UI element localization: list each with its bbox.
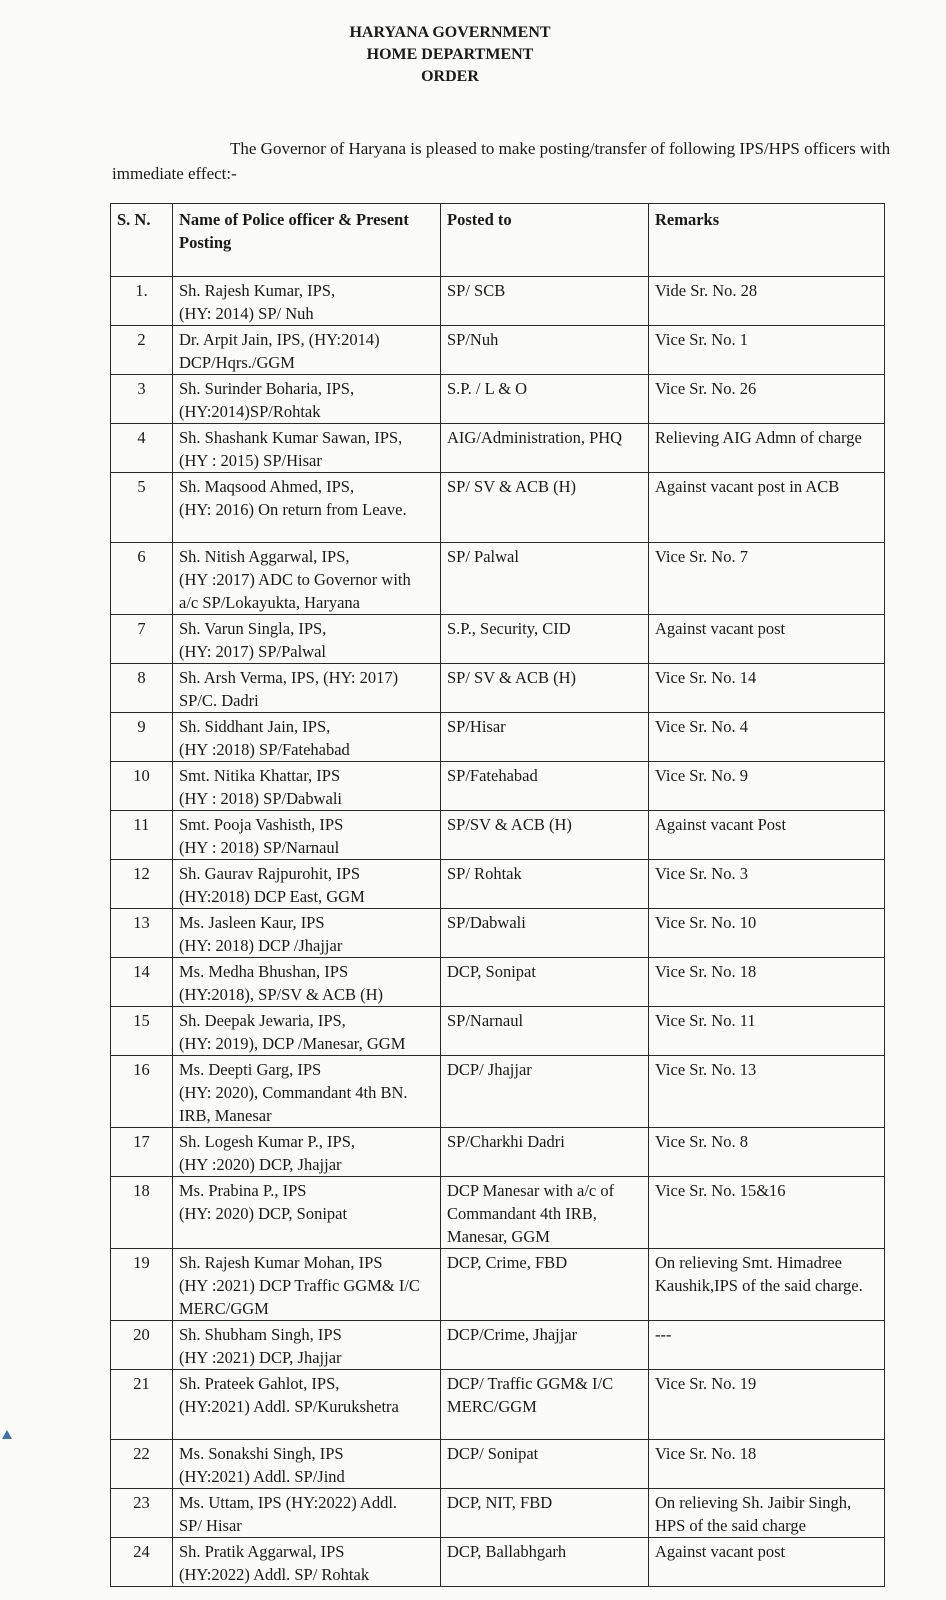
cell-sn: 17: [111, 1128, 173, 1177]
cell-sn: 19: [111, 1249, 173, 1321]
cell-remarks: ---: [649, 1321, 885, 1370]
cell-posted-to: SP/Nuh: [441, 326, 649, 375]
cell-remarks: Vice Sr. No. 15&16: [649, 1177, 885, 1249]
table-row: [111, 1128, 885, 1177]
cell-officer: Sh. Maqsood Ahmed, IPS, (HY: 2016) On return from Leave.: [173, 473, 441, 543]
table-row: [111, 473, 885, 543]
col-header-remarks: Remarks: [649, 204, 885, 277]
cell-officer: Ms. Deepti Garg, IPS (HY: 2020), Commandant 4th BN. IRB, Manesar: [173, 1056, 441, 1128]
cell-remarks: On relieving Sh. Jaibir Singh, HPS of the said charge: [649, 1489, 885, 1538]
cell-posted-to: SP/Hisar: [441, 713, 649, 762]
cell-posted-to: SP/SV & ACB (H): [441, 811, 649, 860]
cell-officer: Ms. Uttam, IPS (HY:2022) Addl. SP/ Hisar: [173, 1489, 441, 1538]
cell-sn: 5: [111, 473, 173, 543]
header-government: HARYANA GOVERNMENT: [349, 24, 551, 41]
cell-posted-to: DCP/Crime, Jhajjar: [441, 1321, 649, 1370]
cell-sn: 4: [111, 424, 173, 473]
cell-sn: 24: [111, 1538, 173, 1587]
cell-officer: Sh. Prateek Gahlot, IPS, (HY:2021) Addl. SP/Kurukshetra: [173, 1370, 441, 1440]
table-row: [111, 543, 885, 615]
cell-posted-to: SP/ SV & ACB (H): [441, 664, 649, 713]
cell-officer: Sh. Shubham Singh, IPS (HY :2021) DCP, Jhajjar: [173, 1321, 441, 1370]
cell-sn: 22: [111, 1440, 173, 1489]
cell-posted-to: DCP, Sonipat: [441, 958, 649, 1007]
cell-officer: Sh. Varun Singla, IPS, (HY: 2017) SP/Palwal: [173, 615, 441, 664]
cell-remarks: Vice Sr. No. 26: [649, 375, 885, 424]
cell-sn: 21: [111, 1370, 173, 1440]
cell-sn: 13: [111, 909, 173, 958]
cell-posted-to: SP/ SV & ACB (H): [441, 473, 649, 543]
cell-officer: Sh. Gaurav Rajpurohit, IPS (HY:2018) DCP East, GGM: [173, 860, 441, 909]
cell-remarks: Vice Sr. No. 4: [649, 713, 885, 762]
cell-officer: Smt. Nitika Khattar, IPS (HY : 2018) SP/Dabwali: [173, 762, 441, 811]
cell-sn: 14: [111, 958, 173, 1007]
cell-posted-to: SP/Charkhi Dadri: [441, 1128, 649, 1177]
table-row: [111, 1440, 885, 1489]
table-row: [111, 860, 885, 909]
table-row: [111, 424, 885, 473]
cell-posted-to: DCP/ Traffic GGM& I/C MERC/GGM: [441, 1370, 649, 1440]
table-row: [111, 1538, 885, 1587]
cell-officer: Sh. Surinder Boharia, IPS, (HY:2014)SP/Rohtak: [173, 375, 441, 424]
col-header-posted-to: Posted to: [441, 204, 649, 277]
cell-remarks: Vice Sr. No. 11: [649, 1007, 885, 1056]
table-row: [111, 615, 885, 664]
cell-sn: 1.: [111, 277, 173, 326]
cell-posted-to: AIG/Administration, PHQ: [441, 424, 649, 473]
intro-paragraph: [112, 136, 902, 186]
cell-posted-to: DCP, NIT, FBD: [441, 1489, 649, 1538]
cell-posted-to: S.P., Security, CID: [441, 615, 649, 664]
table-row: [111, 811, 885, 860]
cell-sn: 3: [111, 375, 173, 424]
cell-posted-to: DCP, Ballabhgarh: [441, 1538, 649, 1587]
cell-remarks: Vice Sr. No. 19: [649, 1370, 885, 1440]
cell-sn: 12: [111, 860, 173, 909]
cell-remarks: Vice Sr. No. 1: [649, 326, 885, 375]
header-order: ORDER: [421, 68, 479, 85]
scan-mark-icon: [2, 1430, 12, 1439]
intro-text: The Governor of Haryana is pleased to make posting/transfer of following IPS/HPS officers with immediate effect:-: [112, 139, 891, 183]
cell-officer: Smt. Pooja Vashisth, IPS (HY : 2018) SP/Narnaul: [173, 811, 441, 860]
table-row: [111, 1489, 885, 1538]
cell-sn: 11: [111, 811, 173, 860]
cell-posted-to: DCP, Crime, FBD: [441, 1249, 649, 1321]
table-row: [111, 1177, 885, 1249]
table-row: [111, 326, 885, 375]
col-header-sn: S. N.: [111, 204, 173, 277]
cell-remarks: On relieving Smt. Himadree Kaushik,IPS of the said charge.: [649, 1249, 885, 1321]
cell-officer: Ms. Medha Bhushan, IPS (HY:2018), SP/SV & ACB (H): [173, 958, 441, 1007]
cell-posted-to: SP/ Rohtak: [441, 860, 649, 909]
cell-officer: Sh. Deepak Jewaria, IPS, (HY: 2019), DCP /Manesar, GGM: [173, 1007, 441, 1056]
cell-posted-to: DCP Manesar with a/c of Commandant 4th IRB, Manesar, GGM: [441, 1177, 649, 1249]
col-header-officer: Name of Police officer & Present Posting: [173, 204, 441, 277]
table-row: [111, 909, 885, 958]
cell-officer: Ms. Prabina P., IPS (HY: 2020) DCP, Sonipat: [173, 1177, 441, 1249]
table-row: [111, 713, 885, 762]
cell-remarks: Against vacant post: [649, 615, 885, 664]
table-row: [111, 277, 885, 326]
cell-sn: 2: [111, 326, 173, 375]
cell-remarks: Relieving AIG Admn of charge: [649, 424, 885, 473]
cell-officer: Sh. Rajesh Kumar, IPS, (HY: 2014) SP/ Nuh: [173, 277, 441, 326]
cell-remarks: Vice Sr. No. 18: [649, 958, 885, 1007]
table-row: [111, 664, 885, 713]
cell-officer: Sh. Shashank Kumar Sawan, IPS, (HY : 2015) SP/Hisar: [173, 424, 441, 473]
posting-table: [110, 203, 885, 1587]
table-header-row: [111, 204, 885, 277]
cell-posted-to: SP/Narnaul: [441, 1007, 649, 1056]
cell-remarks: Vice Sr. No. 7: [649, 543, 885, 615]
cell-remarks: Against vacant Post: [649, 811, 885, 860]
table-row: [111, 1249, 885, 1321]
cell-officer: Sh. Rajesh Kumar Mohan, IPS (HY :2021) DCP Traffic GGM& I/C MERC/GGM: [173, 1249, 441, 1321]
cell-sn: 16: [111, 1056, 173, 1128]
cell-officer: Ms. Sonakshi Singh, IPS (HY:2021) Addl. SP/Jind: [173, 1440, 441, 1489]
cell-remarks: Vice Sr. No. 13: [649, 1056, 885, 1128]
table-row: [111, 1370, 885, 1440]
cell-sn: 15: [111, 1007, 173, 1056]
cell-remarks: Vice Sr. No. 10: [649, 909, 885, 958]
cell-officer: Sh. Siddhant Jain, IPS, (HY :2018) SP/Fatehabad: [173, 713, 441, 762]
cell-posted-to: SP/Fatehabad: [441, 762, 649, 811]
table-row: [111, 375, 885, 424]
cell-officer: Sh. Logesh Kumar P., IPS, (HY :2020) DCP, Jhajjar: [173, 1128, 441, 1177]
cell-remarks: Against vacant post: [649, 1538, 885, 1587]
cell-sn: 10: [111, 762, 173, 811]
cell-posted-to: DCP/ Sonipat: [441, 1440, 649, 1489]
table-row: [111, 958, 885, 1007]
cell-sn: 9: [111, 713, 173, 762]
cell-posted-to: SP/ Palwal: [441, 543, 649, 615]
table-row: [111, 762, 885, 811]
cell-posted-to: SP/Dabwali: [441, 909, 649, 958]
header-department: HOME DEPARTMENT: [366, 46, 534, 63]
cell-remarks: Vice Sr. No. 9: [649, 762, 885, 811]
cell-sn: 7: [111, 615, 173, 664]
cell-sn: 6: [111, 543, 173, 615]
cell-remarks: Vice Sr. No. 14: [649, 664, 885, 713]
cell-posted-to: S.P. / L & O: [441, 375, 649, 424]
cell-remarks: Vice Sr. No. 8: [649, 1128, 885, 1177]
cell-remarks: Vide Sr. No. 28: [649, 277, 885, 326]
cell-officer: Ms. Jasleen Kaur, IPS (HY: 2018) DCP /Jhajjar: [173, 909, 441, 958]
document-header: [0, 22, 900, 88]
cell-sn: 8: [111, 664, 173, 713]
cell-officer: Sh. Arsh Verma, IPS, (HY: 2017) SP/C. Dadri: [173, 664, 441, 713]
cell-officer: Dr. Arpit Jain, IPS, (HY:2014) DCP/Hqrs./GGM: [173, 326, 441, 375]
table-row: [111, 1056, 885, 1128]
cell-posted-to: SP/ SCB: [441, 277, 649, 326]
cell-posted-to: DCP/ Jhajjar: [441, 1056, 649, 1128]
cell-remarks: Against vacant post in ACB: [649, 473, 885, 543]
table-row: [111, 1007, 885, 1056]
cell-officer: Sh. Nitish Aggarwal, IPS, (HY :2017) ADC to Governor with a/c SP/Lokayukta, Haryana: [173, 543, 441, 615]
table-row: [111, 1321, 885, 1370]
cell-remarks: Vice Sr. No. 3: [649, 860, 885, 909]
cell-officer: Sh. Pratik Aggarwal, IPS (HY:2022) Addl. SP/ Rohtak: [173, 1538, 441, 1587]
cell-sn: 18: [111, 1177, 173, 1249]
cell-sn: 20: [111, 1321, 173, 1370]
cell-sn: 23: [111, 1489, 173, 1538]
cell-remarks: Vice Sr. No. 18: [649, 1440, 885, 1489]
